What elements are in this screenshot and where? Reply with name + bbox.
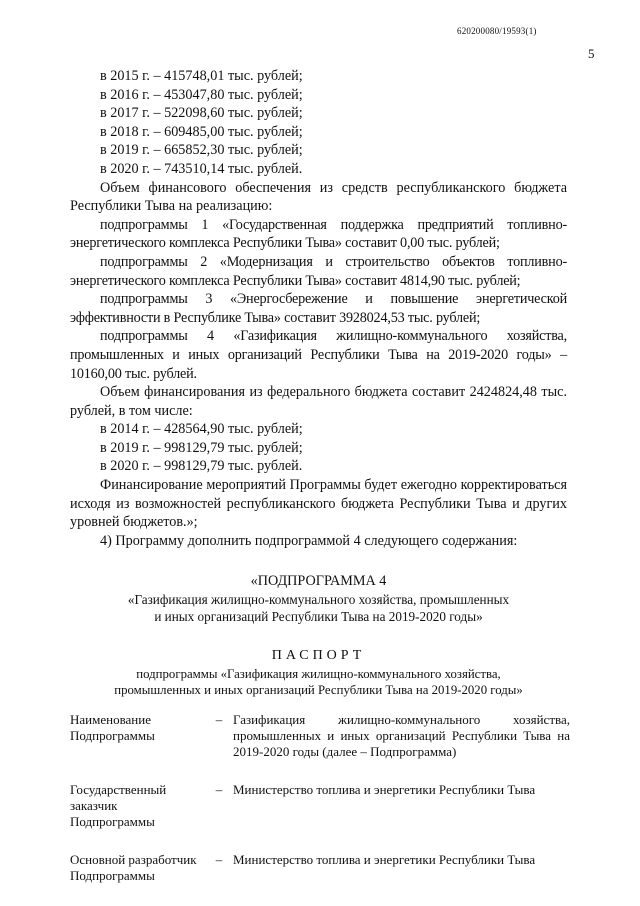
passport-title: ПАСПОРТ xyxy=(271,648,366,664)
passport-row xyxy=(70,852,570,884)
paragraph-financing: Финансирование мероприятий Программы будет ежегодно корректироваться исходя из возможностей республиканского бюджета Республики Тыва и других уровней бюджетов.»; xyxy=(70,477,567,531)
passport-row-label: Наименование Подпрограммы xyxy=(70,712,155,743)
subprogram-paragraph: подпрограммы 4 «Газификация жилищно-коммунального хозяйства, промышленных и иных организаций Республики Тыва на 2019-2020 годы» – 10160,00 тыс. рублей. xyxy=(70,328,567,382)
year-line: в 2014 г. – 428564,90 тыс. рублей; xyxy=(100,421,303,438)
document-id: 620200080/19593(1) xyxy=(457,26,537,36)
passport-row-label: Основной разработчик Подпрограммы xyxy=(70,852,197,883)
year-line: в 2016 г. – 453047,80 тыс. рублей; xyxy=(100,86,303,103)
passport-row-dash: – xyxy=(215,782,223,797)
page-number: 5 xyxy=(588,46,595,61)
passport-row-dash: – xyxy=(215,852,223,867)
subprogram-paragraph: подпрограммы 1 «Государственная поддержка предприятий топливно-энергетического комплекса Республики Тыва» составит 0,00 тыс. рублей; xyxy=(70,216,567,252)
year-line: в 2019 г. – 998129,79 тыс. рублей; xyxy=(100,439,303,456)
subprogram-name-line: «Газификация жилищно-коммунального хозяйства, промышленных xyxy=(127,592,510,608)
passport-subtitle-line: подпрограммы «Газификация жилищно-коммунального хозяйства, xyxy=(136,666,501,681)
year-line: в 2019 г. – 665852,30 тыс. рублей; xyxy=(100,142,303,159)
document-body xyxy=(70,67,567,698)
passport-row-value: Газификация жилищно-коммунального хозяйства, промышленных и иных организаций Республики Тыва на 2019-2020 годы (далее – Подпрограмма) xyxy=(233,712,570,759)
passport-row xyxy=(70,712,570,760)
paragraph-item-4: 4) Программу дополнить подпрограммой 4 следующего содержания: xyxy=(100,532,518,549)
year-line: в 2017 г. – 522098,60 тыс. рублей; xyxy=(100,105,303,122)
year-line: в 2020 г. – 998129,79 тыс. рублей. xyxy=(100,458,303,475)
passport-table xyxy=(70,712,570,906)
subprogram-paragraph: подпрограммы 3 «Энергосбережение и повышение энергетической эффективности в Республике Тыва» составит 3928024,53 тыс. рублей; xyxy=(70,291,567,326)
passport-row xyxy=(70,782,570,830)
year-line: в 2020 г. – 743510,14 тыс. рублей. xyxy=(100,160,303,177)
passport-subtitle-line: промышленных и иных организаций Республики Тыва на 2019-2020 годы» xyxy=(114,682,523,697)
subprogram-title: «ПОДПРОГРАММА 4 xyxy=(250,573,387,590)
passport-row-value: Министерство топлива и энергетики Республики Тыва xyxy=(233,782,536,797)
subprogram-paragraph: подпрограммы 2 «Модернизация и строительство объектов топливно-энергетического комплекса Республики Тыва» составит 4814,90 тыс. рублей; xyxy=(70,253,567,289)
passport-row-dash: – xyxy=(215,712,223,727)
paragraph-federal-budget: Объем финансирования из федерального бюджета составит 2424824,48 тыс. рублей, в том числе: xyxy=(70,384,567,419)
paragraph-republic-budget: Объем финансового обеспечения из средств республиканского бюджета Республики Тыва на реализацию: xyxy=(70,179,567,215)
year-line: в 2015 г. – 415748,01 тыс. рублей; xyxy=(100,68,303,84)
subprogram-name-line: и иных организаций Республики Тыва на 2019-2020 годы» xyxy=(154,609,483,625)
passport-row-value: Министерство топлива и энергетики Республики Тыва xyxy=(233,852,536,867)
year-line: в 2018 г. – 609485,00 тыс. рублей; xyxy=(100,123,303,140)
passport-row-label: Государственный заказчик Подпрограммы xyxy=(70,782,167,829)
